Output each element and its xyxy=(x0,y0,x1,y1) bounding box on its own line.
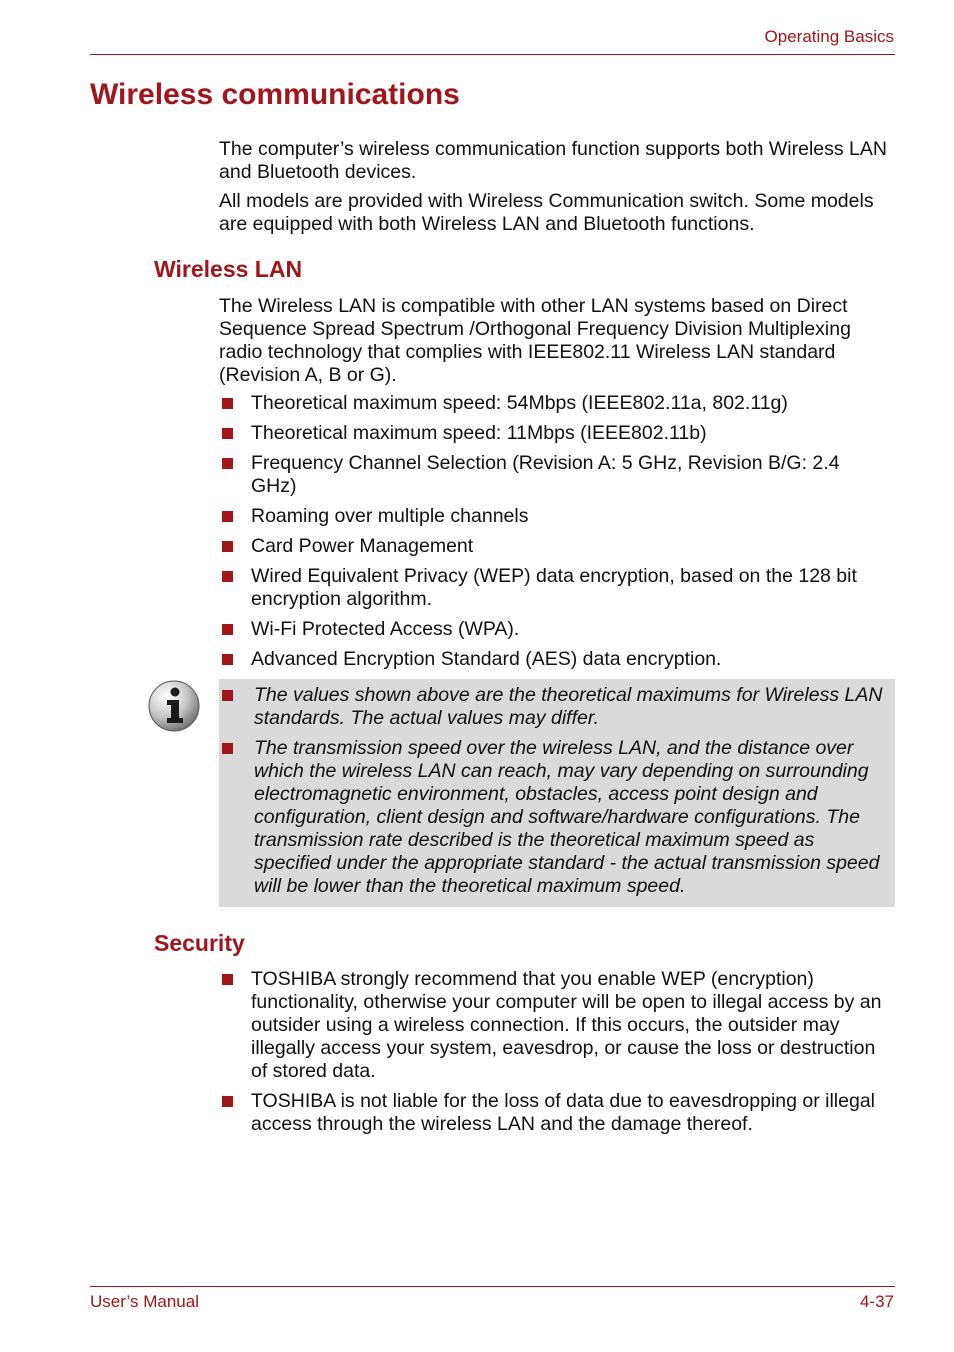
wireless-lan-paragraph: The Wireless LAN is compatible with other LAN systems based on Direct Sequence Spread Spectrum /Orthogonal Frequency Division Multiplexing radio technology that complies with IEEE802.11 Wireless LAN standard (Revision A, B or G). xyxy=(219,295,851,386)
wireless-lan-heading: Wireless LAN xyxy=(154,256,303,282)
square-bullet-icon xyxy=(222,458,233,469)
list-item: TOSHIBA strongly recommend that you enable WEP (encryption) functionality, otherwise your computer will be open to illegal access by an outsider using a wireless connection. If this occurs, the outsider may illegally access your system, eavesdrop, or cause the loss or destruction of stored data. xyxy=(219,968,895,1083)
square-bullet-icon xyxy=(222,654,233,665)
list-item: Wi-Fi Protected Access (WPA). xyxy=(219,618,895,641)
info-icon xyxy=(148,680,200,732)
square-bullet-icon xyxy=(222,690,233,701)
note-item: The transmission speed over the wireless LAN, and the distance over which the wireless LAN can reach, may vary depending on surrounding electromagnetic environment, obstacles, access point design and configuration, client design and software/hardware configurations. The transmission rate described is the theoretical maximum speed as specified under the appropriate standard - the actual transmission speed will be lower than the theoretical maximum speed. xyxy=(219,737,895,898)
footer-manual-title: User’s Manual xyxy=(90,1292,199,1311)
security-heading: Security xyxy=(154,930,245,956)
wireless-lan-features xyxy=(219,392,895,678)
square-bullet-icon xyxy=(222,624,233,635)
square-bullet-icon xyxy=(222,398,233,409)
security-list xyxy=(219,968,895,1143)
page-number: 4-37 xyxy=(859,1292,894,1311)
square-bullet-icon xyxy=(222,571,233,582)
note-item: The values shown above are the theoretical maximums for Wireless LAN standards. The actual values may differ. xyxy=(219,684,895,730)
page-title: Wireless communications xyxy=(90,78,460,111)
intro-paragraph-2: All models are provided with Wireless Communication switch. Some models are equipped with both Wireless LAN and Bluetooth functions. xyxy=(219,190,874,235)
square-bullet-icon xyxy=(222,1096,233,1107)
note-box xyxy=(219,679,895,907)
square-bullet-icon xyxy=(222,428,233,439)
header-rule xyxy=(90,54,895,55)
list-item: Wired Equivalent Privacy (WEP) data encryption, based on the 128 bit encryption algorithm. xyxy=(219,565,895,611)
footer-rule xyxy=(90,1286,895,1287)
list-item: Theoretical maximum speed: 54Mbps (IEEE802.11a, 802.11g) xyxy=(219,392,895,415)
square-bullet-icon xyxy=(222,743,233,754)
list-item: Theoretical maximum speed: 11Mbps (IEEE802.11b) xyxy=(219,422,895,445)
list-item: Roaming over multiple channels xyxy=(219,505,895,528)
list-item: TOSHIBA is not liable for the loss of data due to eavesdropping or illegal access through the wireless LAN and the damage thereof. xyxy=(219,1090,895,1136)
list-item: Advanced Encryption Standard (AES) data encryption. xyxy=(219,648,895,671)
running-header: Operating Basics xyxy=(764,27,894,46)
list-item: Card Power Management xyxy=(219,535,895,558)
square-bullet-icon xyxy=(222,541,233,552)
intro-paragraph-1: The computer’s wireless communication function supports both Wireless LAN and Bluetooth devices. xyxy=(219,138,887,183)
list-item: Frequency Channel Selection (Revision A: 5 GHz, Revision B/G: 2.4 GHz) xyxy=(219,452,895,498)
square-bullet-icon xyxy=(222,974,233,985)
square-bullet-icon xyxy=(222,511,233,522)
